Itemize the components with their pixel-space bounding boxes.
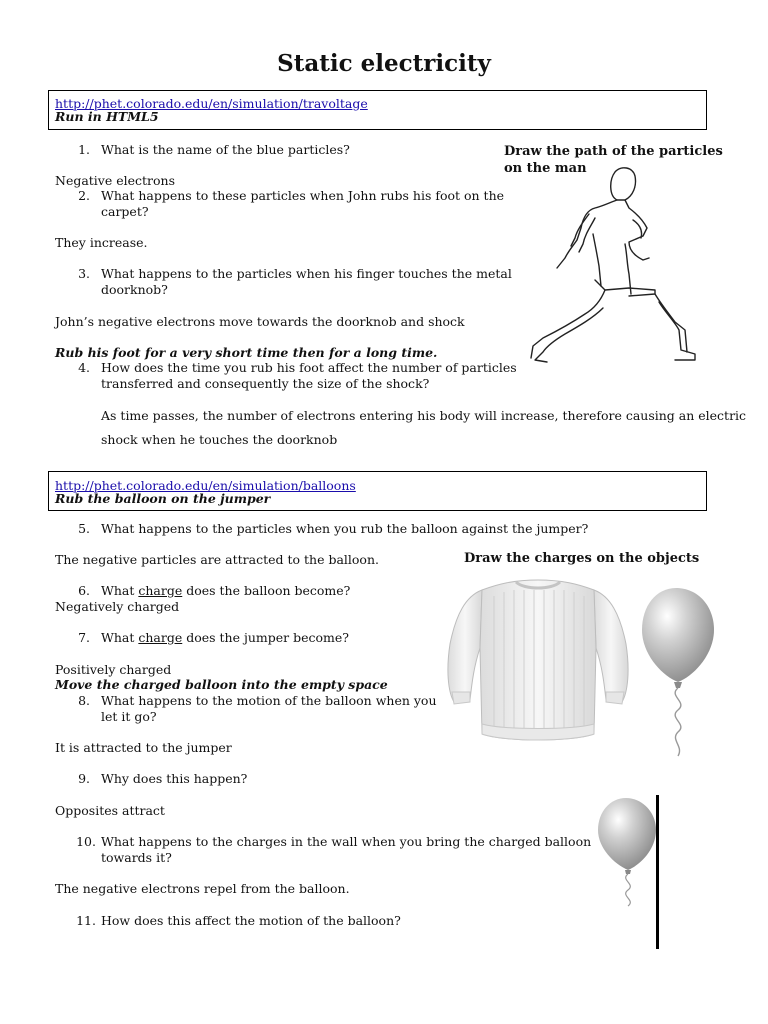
page-title: Static electricity	[277, 50, 491, 77]
q4-answer-line1: As time passes, the number of electrons entering his body will increase, therefore causing an electric	[101, 408, 747, 423]
q7-answer: Positively charged	[55, 662, 172, 677]
q4-answer-line2: shock when he touches the doorknob	[101, 432, 338, 447]
q10-number: 10.	[76, 834, 96, 849]
travoltage-link[interactable]: http://phet.colorado.edu/en/simulation/travoltage	[55, 96, 368, 111]
q8-question-line1: What happens to the motion of the balloon when you	[101, 693, 437, 708]
q11-question: How does this affect the motion of the balloon?	[101, 913, 401, 928]
q3-number: 3.	[78, 266, 90, 281]
man-heading-line2: on the man	[504, 161, 587, 176]
man-heading-line1: Draw the path of the particles	[504, 144, 723, 159]
simulation-link-box-balloons	[48, 471, 707, 511]
q7-question: What charge does the jumper become?	[101, 630, 349, 645]
q4-question-line2: transferred and consequently the size of the shock?	[101, 376, 430, 391]
q2-number: 2.	[78, 188, 90, 203]
q9-number: 9.	[78, 771, 90, 786]
move-instruction: Move the charged balloon into the empty space	[55, 677, 388, 692]
q4-number: 4.	[78, 360, 90, 375]
q2-question-line2: carpet?	[101, 204, 149, 219]
rub-balloon-instruction: Rub the balloon on the jumper	[55, 491, 271, 506]
q4-question-line1: How does the time you rub his foot affect the number of particles	[101, 360, 517, 375]
q10-question-line1: What happens to the charges in the wall when you bring the charged balloon	[101, 834, 592, 849]
q1-answer: Negative electrons	[55, 173, 176, 188]
q5-answer: The negative particles are attracted to the balloon.	[55, 552, 379, 567]
q11-number: 11.	[76, 913, 96, 928]
running-man-outline	[525, 162, 720, 370]
run-instruction: Run in HTML5	[55, 109, 159, 124]
q6-number: 6.	[78, 583, 90, 598]
q2-answer: They increase.	[55, 235, 148, 250]
q3-question-line2: doorknob?	[101, 282, 168, 297]
wall-line	[656, 795, 659, 949]
q10-answer: The negative electrons repel from the balloon.	[55, 881, 350, 896]
q1-question: What is the name of the blue particles?	[101, 142, 350, 157]
q5-number: 5.	[78, 521, 90, 536]
q8-answer: It is attracted to the jumper	[55, 740, 232, 755]
q7-number: 7.	[78, 630, 90, 645]
q8-number: 8.	[78, 693, 90, 708]
balloon-near-wall-image	[596, 796, 660, 908]
sweater-image	[442, 574, 634, 746]
q9-question: Why does this happen?	[101, 771, 248, 786]
balloon-image	[638, 584, 718, 760]
q2-question-line1: What happens to these particles when John rubs his foot on the	[101, 188, 505, 203]
rub-instruction: Rub his foot for a very short time then for a long time.	[55, 345, 438, 360]
charges-heading: Draw the charges on the objects	[464, 551, 700, 566]
q3-question-line1: What happens to the particles when his finger touches the metal	[101, 266, 512, 281]
q8-question-line2: let it go?	[101, 709, 157, 724]
q10-question-line2: towards it?	[101, 850, 172, 865]
simulation-link-box-travoltage	[48, 90, 707, 130]
q6-answer: Negatively charged	[55, 599, 180, 614]
q1-number: 1.	[78, 142, 90, 157]
q3-answer: John’s negative electrons move towards the doorknob and shock	[55, 314, 465, 329]
q9-answer: Opposites attract	[55, 803, 165, 818]
q6-question: What charge does the balloon become?	[101, 583, 351, 598]
q5-question: What happens to the particles when you rub the balloon against the jumper?	[101, 521, 589, 536]
balloons-link[interactable]: http://phet.colorado.edu/en/simulation/balloons	[55, 478, 356, 493]
